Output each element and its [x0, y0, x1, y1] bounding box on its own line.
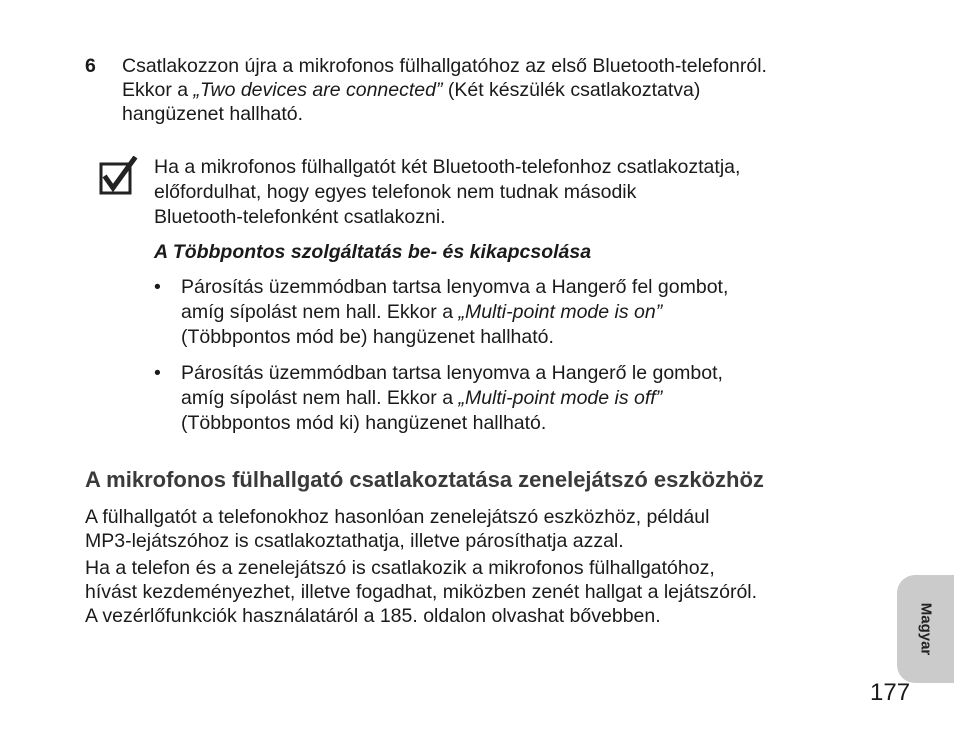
note-text	[154, 155, 740, 230]
page-number: 177	[870, 679, 911, 706]
bullet-item-1	[181, 275, 728, 350]
bullet-2-line-2	[181, 386, 723, 411]
bullet-marker-1: •	[154, 276, 161, 298]
para-1-line-2: MP3-lejátszóhoz is csatlakoztathatja, illetve párosíthatja azzal.	[85, 530, 624, 552]
bullet-1-line-2-pre: amíg sípolást nem hall. Ekkor a	[181, 301, 459, 323]
bullet-1-quote: „Multi-point mode is on”	[458, 301, 663, 323]
language-tab-label: Magyar	[917, 602, 934, 656]
bullet-2-quote: „Multi-point mode is off”	[458, 387, 663, 409]
checkbox-check-icon	[99, 156, 139, 196]
section-paragraph-2	[85, 556, 757, 628]
step-line-3: hangüzenet hallható.	[122, 103, 304, 125]
bullet-2-line-3: (Többpontos mód ki) hangüzenet hallható.	[181, 412, 547, 434]
note-line-1: Ha a mikrofonos fülhallgatót két Bluetooth-telefonhoz csatlakoztatja,	[154, 156, 741, 178]
bullet-1-line-2	[181, 300, 728, 325]
step-line-1: Csatlakozzon újra a mikrofonos fülhallgatóhoz az első Bluetooth-telefonról.	[122, 55, 767, 77]
para-2-line-2: hívást kezdeményezhet, illetve fogadhat, miközben zenét hallgat a lejátszóról.	[85, 581, 758, 603]
bullet-2-line-1: Párosítás üzemmódban tartsa lenyomva a Hangerő le gombot,	[181, 362, 723, 384]
step-number: 6	[85, 55, 96, 77]
section-title: A mikrofonos fülhallgató csatlakoztatása zenelejátszó eszközhöz	[85, 467, 764, 492]
step-line-2-pre: Ekkor a	[122, 79, 194, 101]
step-quote: „Two devices are connected”	[193, 79, 443, 101]
para-1-line-1: A fülhallgatót a telefonokhoz hasonlóan zenelejátszó eszközhöz, például	[85, 506, 710, 528]
para-2-line-3: A vezérlőfunkciók használatáról a 185. oldalon olvashat bővebben.	[85, 605, 661, 627]
bullet-item-2	[181, 361, 723, 436]
bullet-marker-2: •	[154, 362, 161, 384]
para-2-line-1: Ha a telefon és a zenelejátszó is csatlakozik a mikrofonos fülhallgatóhoz,	[85, 557, 715, 579]
note-line-3: Bluetooth-telefonként csatlakozni.	[154, 206, 446, 228]
step-text	[122, 54, 767, 126]
language-tab	[897, 575, 954, 683]
step-line-2-post: (Két készülék csatlakoztatva)	[442, 79, 701, 101]
section-paragraph-1	[85, 505, 709, 553]
bullet-1-line-1: Párosítás üzemmódban tartsa lenyomva a Hangerő fel gombot,	[181, 276, 729, 298]
bullet-1-line-3: (Többpontos mód be) hangüzenet hallható.	[181, 326, 554, 348]
note-line-2: előfordulhat, hogy egyes telefonok nem tudnak második	[154, 181, 637, 203]
multipoint-heading: A Többpontos szolgáltatás be- és kikapcsolása	[154, 241, 592, 263]
step-line-2	[122, 78, 767, 102]
bullet-2-line-2-pre: amíg sípolást nem hall. Ekkor a	[181, 387, 459, 409]
